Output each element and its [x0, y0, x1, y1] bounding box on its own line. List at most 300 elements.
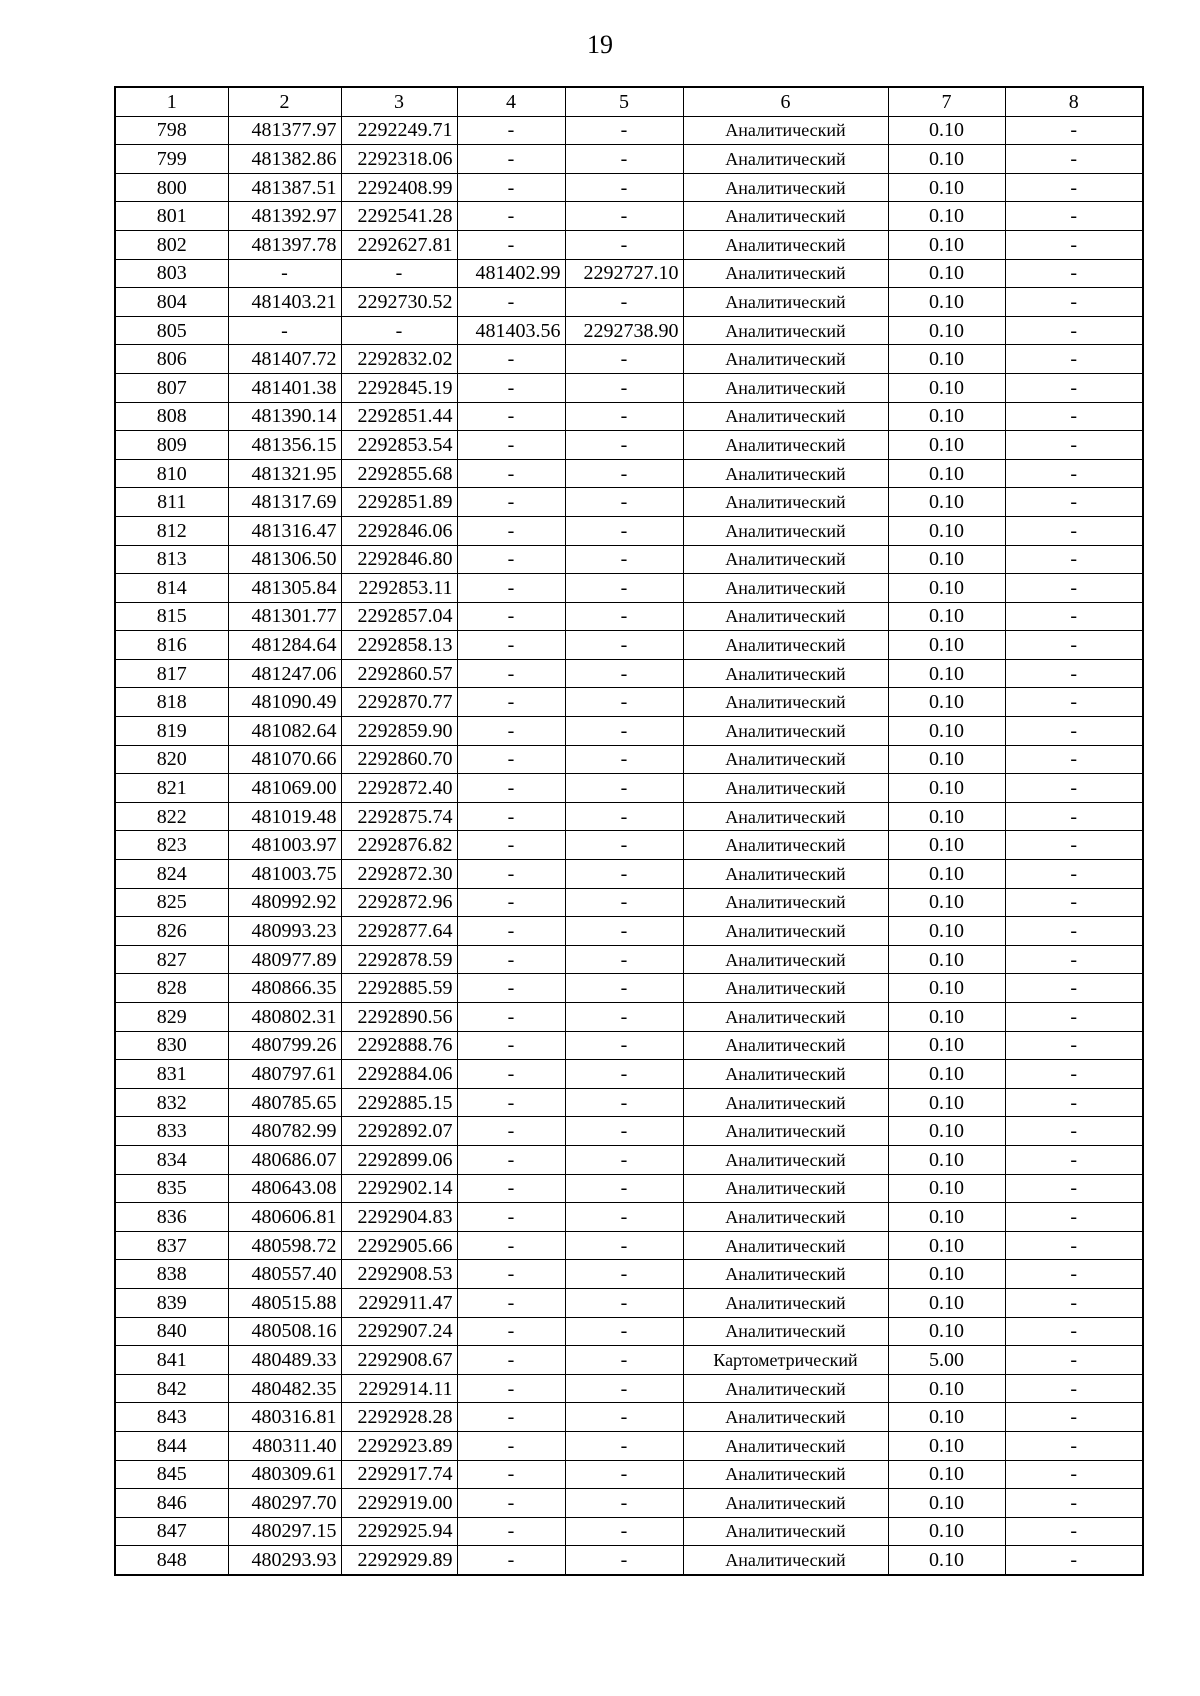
table-row: [115, 688, 1143, 717]
note-cell: -: [1005, 1431, 1143, 1460]
note-cell: -: [1005, 1145, 1143, 1174]
x-coordinate-cell: 481019.48: [228, 802, 341, 831]
x-coordinate-cell: 481284.64: [228, 631, 341, 660]
column-header: 6: [683, 87, 888, 116]
y-coordinate-alt-cell: -: [565, 1003, 683, 1032]
point-number-cell: 828: [115, 974, 228, 1003]
x-coordinate-alt-cell: -: [457, 659, 565, 688]
point-number-cell: 847: [115, 1517, 228, 1546]
note-cell: -: [1005, 802, 1143, 831]
accuracy-cell: 0.10: [888, 259, 1005, 288]
table-row: [115, 888, 1143, 917]
y-coordinate-alt-cell: -: [565, 1460, 683, 1489]
x-coordinate-cell: 481407.72: [228, 345, 341, 374]
note-cell: -: [1005, 1403, 1143, 1432]
page-number: 19: [587, 30, 613, 59]
point-number-cell: 836: [115, 1203, 228, 1232]
x-coordinate-alt-cell: -: [457, 288, 565, 317]
y-coordinate-cell: 2292858.13: [341, 631, 457, 660]
point-number-cell: 846: [115, 1489, 228, 1518]
x-coordinate-cell: 481305.84: [228, 574, 341, 603]
point-number-cell: 816: [115, 631, 228, 660]
method-cell: Аналитический: [683, 316, 888, 345]
point-number-cell: 848: [115, 1546, 228, 1575]
column-header: 7: [888, 87, 1005, 116]
table-row: [115, 974, 1143, 1003]
note-cell: -: [1005, 288, 1143, 317]
x-coordinate-cell: 481403.21: [228, 288, 341, 317]
x-coordinate-cell: 481003.97: [228, 831, 341, 860]
accuracy-cell: 0.10: [888, 316, 1005, 345]
method-cell: Аналитический: [683, 1317, 888, 1346]
point-number-cell: 820: [115, 745, 228, 774]
x-coordinate-alt-cell: -: [457, 1145, 565, 1174]
y-coordinate-alt-cell: -: [565, 659, 683, 688]
method-cell: Аналитический: [683, 974, 888, 1003]
x-coordinate-alt-cell: -: [457, 1003, 565, 1032]
method-cell: Аналитический: [683, 488, 888, 517]
x-coordinate-cell: 481316.47: [228, 516, 341, 545]
point-number-cell: 805: [115, 316, 228, 345]
note-cell: -: [1005, 1517, 1143, 1546]
x-coordinate-alt-cell: -: [457, 1031, 565, 1060]
x-coordinate-alt-cell: -: [457, 230, 565, 259]
x-coordinate-alt-cell: -: [457, 116, 565, 145]
x-coordinate-alt-cell: -: [457, 173, 565, 202]
y-coordinate-cell: 2292846.80: [341, 545, 457, 574]
point-number-cell: 798: [115, 116, 228, 145]
accuracy-cell: 0.10: [888, 745, 1005, 774]
y-coordinate-cell: 2292832.02: [341, 345, 457, 374]
method-cell: Аналитический: [683, 1060, 888, 1089]
y-coordinate-alt-cell: -: [565, 1231, 683, 1260]
method-cell: Аналитический: [683, 1288, 888, 1317]
note-cell: -: [1005, 145, 1143, 174]
accuracy-cell: 0.10: [888, 688, 1005, 717]
method-cell: Аналитический: [683, 1489, 888, 1518]
y-coordinate-alt-cell: -: [565, 116, 683, 145]
y-coordinate-alt-cell: -: [565, 717, 683, 746]
y-coordinate-alt-cell: -: [565, 345, 683, 374]
x-coordinate-cell: 480606.81: [228, 1203, 341, 1232]
point-number-cell: 824: [115, 860, 228, 889]
table-row: [115, 402, 1143, 431]
method-cell: Аналитический: [683, 116, 888, 145]
table-row: [115, 1231, 1143, 1260]
table-row: [115, 1174, 1143, 1203]
y-coordinate-cell: 2292907.24: [341, 1317, 457, 1346]
y-coordinate-cell: 2292899.06: [341, 1145, 457, 1174]
accuracy-cell: 0.10: [888, 1374, 1005, 1403]
x-coordinate-cell: 480515.88: [228, 1288, 341, 1317]
y-coordinate-cell: 2292845.19: [341, 373, 457, 402]
table-row: [115, 316, 1143, 345]
y-coordinate-cell: 2292885.15: [341, 1088, 457, 1117]
table-row: [115, 860, 1143, 889]
note-cell: -: [1005, 316, 1143, 345]
x-coordinate-alt-cell: -: [457, 373, 565, 402]
accuracy-cell: 0.10: [888, 116, 1005, 145]
point-number-cell: 819: [115, 717, 228, 746]
x-coordinate-alt-cell: -: [457, 717, 565, 746]
y-coordinate-cell: 2292885.59: [341, 974, 457, 1003]
y-coordinate-cell: 2292877.64: [341, 917, 457, 946]
x-coordinate-cell: 480557.40: [228, 1260, 341, 1289]
table-row: [115, 917, 1143, 946]
note-cell: -: [1005, 1031, 1143, 1060]
x-coordinate-alt-cell: 481402.99: [457, 259, 565, 288]
point-number-cell: 825: [115, 888, 228, 917]
point-number-cell: 803: [115, 259, 228, 288]
y-coordinate-cell: 2292902.14: [341, 1174, 457, 1203]
accuracy-cell: 0.10: [888, 1489, 1005, 1518]
x-coordinate-cell: 480293.93: [228, 1546, 341, 1575]
y-coordinate-cell: 2292890.56: [341, 1003, 457, 1032]
method-cell: Аналитический: [683, 373, 888, 402]
accuracy-cell: 0.10: [888, 831, 1005, 860]
table-body: [115, 116, 1143, 1575]
method-cell: Аналитический: [683, 1517, 888, 1546]
method-cell: Аналитический: [683, 1003, 888, 1032]
x-coordinate-cell: 480992.92: [228, 888, 341, 917]
table-row: [115, 602, 1143, 631]
note-cell: -: [1005, 1317, 1143, 1346]
y-coordinate-cell: 2292851.89: [341, 488, 457, 517]
y-coordinate-alt-cell: -: [565, 917, 683, 946]
x-coordinate-cell: 481306.50: [228, 545, 341, 574]
x-coordinate-cell: 480799.26: [228, 1031, 341, 1060]
y-coordinate-alt-cell: -: [565, 373, 683, 402]
x-coordinate-alt-cell: -: [457, 1174, 565, 1203]
accuracy-cell: 0.10: [888, 545, 1005, 574]
accuracy-cell: 0.10: [888, 173, 1005, 202]
method-cell: Аналитический: [683, 917, 888, 946]
table-row: [115, 288, 1143, 317]
accuracy-cell: 0.10: [888, 917, 1005, 946]
note-cell: -: [1005, 1231, 1143, 1260]
point-number-cell: 826: [115, 917, 228, 946]
y-coordinate-alt-cell: -: [565, 1145, 683, 1174]
x-coordinate-cell: 481401.38: [228, 373, 341, 402]
accuracy-cell: 0.10: [888, 145, 1005, 174]
point-number-cell: 840: [115, 1317, 228, 1346]
y-coordinate-cell: 2292914.11: [341, 1374, 457, 1403]
point-number-cell: 806: [115, 345, 228, 374]
x-coordinate-alt-cell: -: [457, 631, 565, 660]
y-coordinate-cell: 2292872.30: [341, 860, 457, 889]
x-coordinate-cell: 481387.51: [228, 173, 341, 202]
note-cell: -: [1005, 116, 1143, 145]
x-coordinate-alt-cell: -: [457, 545, 565, 574]
note-cell: -: [1005, 888, 1143, 917]
x-coordinate-cell: 481382.86: [228, 145, 341, 174]
table-row: [115, 173, 1143, 202]
y-coordinate-alt-cell: -: [565, 1117, 683, 1146]
table-row: [115, 516, 1143, 545]
accuracy-cell: 0.10: [888, 288, 1005, 317]
method-cell: Аналитический: [683, 602, 888, 631]
note-cell: -: [1005, 1374, 1143, 1403]
table-row: [115, 1031, 1143, 1060]
y-coordinate-cell: 2292892.07: [341, 1117, 457, 1146]
note-cell: -: [1005, 459, 1143, 488]
y-coordinate-alt-cell: -: [565, 802, 683, 831]
x-coordinate-cell: 480643.08: [228, 1174, 341, 1203]
point-number-cell: 811: [115, 488, 228, 517]
note-cell: -: [1005, 431, 1143, 460]
method-cell: Аналитический: [683, 831, 888, 860]
y-coordinate-cell: 2292904.83: [341, 1203, 457, 1232]
accuracy-cell: 0.10: [888, 488, 1005, 517]
y-coordinate-cell: 2292923.89: [341, 1431, 457, 1460]
x-coordinate-alt-cell: -: [457, 1403, 565, 1432]
method-cell: Аналитический: [683, 1145, 888, 1174]
method-cell: Аналитический: [683, 288, 888, 317]
y-coordinate-cell: 2292851.44: [341, 402, 457, 431]
method-cell: Аналитический: [683, 745, 888, 774]
method-cell: Аналитический: [683, 1203, 888, 1232]
x-coordinate-cell: 480309.61: [228, 1460, 341, 1489]
accuracy-cell: 0.10: [888, 402, 1005, 431]
y-coordinate-cell: 2292860.57: [341, 659, 457, 688]
x-coordinate-cell: 480802.31: [228, 1003, 341, 1032]
table-row: [115, 1374, 1143, 1403]
table-row: [115, 1431, 1143, 1460]
note-cell: -: [1005, 202, 1143, 231]
x-coordinate-alt-cell: -: [457, 774, 565, 803]
table-row: [115, 230, 1143, 259]
table-row: [115, 459, 1143, 488]
method-cell: Аналитический: [683, 1088, 888, 1117]
point-number-cell: 801: [115, 202, 228, 231]
y-coordinate-cell: 2292872.96: [341, 888, 457, 917]
accuracy-cell: 0.10: [888, 1145, 1005, 1174]
point-number-cell: 802: [115, 230, 228, 259]
note-cell: -: [1005, 974, 1143, 1003]
note-cell: -: [1005, 1174, 1143, 1203]
note-cell: -: [1005, 259, 1143, 288]
table-row: [115, 545, 1143, 574]
method-cell: Аналитический: [683, 402, 888, 431]
x-coordinate-cell: -: [228, 259, 341, 288]
x-coordinate-cell: 481301.77: [228, 602, 341, 631]
y-coordinate-cell: 2292872.40: [341, 774, 457, 803]
x-coordinate-alt-cell: -: [457, 1374, 565, 1403]
x-coordinate-alt-cell: -: [457, 1260, 565, 1289]
point-number-cell: 817: [115, 659, 228, 688]
x-coordinate-alt-cell: -: [457, 1288, 565, 1317]
point-number-cell: 814: [115, 574, 228, 603]
y-coordinate-alt-cell: -: [565, 1517, 683, 1546]
coordinates-table: [114, 86, 1144, 1576]
x-coordinate-alt-cell: -: [457, 145, 565, 174]
note-cell: -: [1005, 717, 1143, 746]
point-number-cell: 807: [115, 373, 228, 402]
y-coordinate-alt-cell: -: [565, 459, 683, 488]
table-row: [115, 145, 1143, 174]
accuracy-cell: 5.00: [888, 1346, 1005, 1375]
y-coordinate-alt-cell: -: [565, 602, 683, 631]
y-coordinate-cell: 2292627.81: [341, 230, 457, 259]
y-coordinate-alt-cell: -: [565, 545, 683, 574]
x-coordinate-cell: 481070.66: [228, 745, 341, 774]
x-coordinate-alt-cell: -: [457, 602, 565, 631]
point-number-cell: 821: [115, 774, 228, 803]
note-cell: -: [1005, 230, 1143, 259]
point-number-cell: 834: [115, 1145, 228, 1174]
point-number-cell: 831: [115, 1060, 228, 1089]
y-coordinate-alt-cell: -: [565, 1374, 683, 1403]
method-cell: Аналитический: [683, 888, 888, 917]
table-row: [115, 659, 1143, 688]
note-cell: -: [1005, 631, 1143, 660]
y-coordinate-cell: 2292730.52: [341, 288, 457, 317]
accuracy-cell: 0.10: [888, 1288, 1005, 1317]
point-number-cell: 829: [115, 1003, 228, 1032]
x-coordinate-cell: 480785.65: [228, 1088, 341, 1117]
column-header: 2: [228, 87, 341, 116]
y-coordinate-cell: 2292870.77: [341, 688, 457, 717]
y-coordinate-alt-cell: -: [565, 574, 683, 603]
y-coordinate-alt-cell: -: [565, 1174, 683, 1203]
y-coordinate-alt-cell: -: [565, 202, 683, 231]
y-coordinate-cell: 2292929.89: [341, 1546, 457, 1575]
x-coordinate-alt-cell: -: [457, 1060, 565, 1089]
x-coordinate-alt-cell: -: [457, 1231, 565, 1260]
y-coordinate-cell: 2292853.11: [341, 574, 457, 603]
y-coordinate-alt-cell: -: [565, 1260, 683, 1289]
accuracy-cell: 0.10: [888, 1060, 1005, 1089]
x-coordinate-cell: 481069.00: [228, 774, 341, 803]
method-cell: Аналитический: [683, 802, 888, 831]
y-coordinate-alt-cell: -: [565, 1546, 683, 1575]
table-row: [115, 1088, 1143, 1117]
x-coordinate-cell: 481090.49: [228, 688, 341, 717]
accuracy-cell: 0.10: [888, 1403, 1005, 1432]
table-row: [115, 1517, 1143, 1546]
point-number-cell: 827: [115, 945, 228, 974]
x-coordinate-cell: 480297.15: [228, 1517, 341, 1546]
x-coordinate-alt-cell: -: [457, 345, 565, 374]
note-cell: -: [1005, 774, 1143, 803]
point-number-cell: 833: [115, 1117, 228, 1146]
accuracy-cell: 0.10: [888, 431, 1005, 460]
method-cell: Аналитический: [683, 145, 888, 174]
note-cell: -: [1005, 917, 1143, 946]
table-row: [115, 1145, 1143, 1174]
y-coordinate-alt-cell: -: [565, 1403, 683, 1432]
point-number-cell: 835: [115, 1174, 228, 1203]
note-cell: -: [1005, 1088, 1143, 1117]
x-coordinate-cell: 481317.69: [228, 488, 341, 517]
table-row: [115, 1403, 1143, 1432]
y-coordinate-cell: -: [341, 259, 457, 288]
accuracy-cell: 0.10: [888, 1174, 1005, 1203]
y-coordinate-alt-cell: -: [565, 1031, 683, 1060]
accuracy-cell: 0.10: [888, 717, 1005, 746]
table-row: [115, 1260, 1143, 1289]
column-header: 5: [565, 87, 683, 116]
x-coordinate-cell: 480977.89: [228, 945, 341, 974]
x-coordinate-cell: 481356.15: [228, 431, 341, 460]
method-cell: Аналитический: [683, 345, 888, 374]
x-coordinate-cell: 480598.72: [228, 1231, 341, 1260]
table-row: [115, 1117, 1143, 1146]
x-coordinate-cell: 480297.70: [228, 1489, 341, 1518]
x-coordinate-cell: 480686.07: [228, 1145, 341, 1174]
y-coordinate-alt-cell: -: [565, 974, 683, 1003]
point-number-cell: 839: [115, 1288, 228, 1317]
x-coordinate-cell: 480797.61: [228, 1060, 341, 1089]
y-coordinate-cell: 2292249.71: [341, 116, 457, 145]
point-number-cell: 799: [115, 145, 228, 174]
method-cell: Аналитический: [683, 230, 888, 259]
method-cell: Аналитический: [683, 1460, 888, 1489]
point-number-cell: 800: [115, 173, 228, 202]
x-coordinate-alt-cell: -: [457, 745, 565, 774]
point-number-cell: 838: [115, 1260, 228, 1289]
accuracy-cell: 0.10: [888, 202, 1005, 231]
y-coordinate-cell: 2292925.94: [341, 1517, 457, 1546]
point-number-cell: 844: [115, 1431, 228, 1460]
accuracy-cell: 0.10: [888, 659, 1005, 688]
accuracy-cell: 0.10: [888, 574, 1005, 603]
method-cell: Аналитический: [683, 1231, 888, 1260]
accuracy-cell: 0.10: [888, 1260, 1005, 1289]
table-row: [115, 945, 1143, 974]
accuracy-cell: 0.10: [888, 888, 1005, 917]
x-coordinate-alt-cell: -: [457, 688, 565, 717]
y-coordinate-alt-cell: -: [565, 831, 683, 860]
y-coordinate-cell: 2292911.47: [341, 1288, 457, 1317]
y-coordinate-alt-cell: -: [565, 402, 683, 431]
table-row: [115, 431, 1143, 460]
x-coordinate-alt-cell: -: [457, 945, 565, 974]
x-coordinate-alt-cell: -: [457, 1203, 565, 1232]
table-row: [115, 1346, 1143, 1375]
x-coordinate-alt-cell: -: [457, 202, 565, 231]
point-number-cell: 843: [115, 1403, 228, 1432]
point-number-cell: 832: [115, 1088, 228, 1117]
y-coordinate-alt-cell: -: [565, 1346, 683, 1375]
table-row: [115, 373, 1143, 402]
accuracy-cell: 0.10: [888, 802, 1005, 831]
x-coordinate-cell: 480508.16: [228, 1317, 341, 1346]
accuracy-cell: 0.10: [888, 1117, 1005, 1146]
x-coordinate-alt-cell: -: [457, 802, 565, 831]
note-cell: -: [1005, 688, 1143, 717]
note-cell: -: [1005, 1346, 1143, 1375]
table-row: [115, 116, 1143, 145]
x-coordinate-cell: -: [228, 316, 341, 345]
table-row: [115, 488, 1143, 517]
note-cell: -: [1005, 402, 1143, 431]
y-coordinate-alt-cell: 2292727.10: [565, 259, 683, 288]
note-cell: -: [1005, 574, 1143, 603]
method-cell: Аналитический: [683, 1174, 888, 1203]
y-coordinate-alt-cell: 2292738.90: [565, 316, 683, 345]
y-coordinate-cell: 2292908.53: [341, 1260, 457, 1289]
y-coordinate-cell: 2292318.06: [341, 145, 457, 174]
column-header: 8: [1005, 87, 1143, 116]
note-cell: -: [1005, 373, 1143, 402]
table-row: [115, 259, 1143, 288]
method-cell: Аналитический: [683, 1117, 888, 1146]
table-row: [115, 631, 1143, 660]
method-cell: Аналитический: [683, 516, 888, 545]
y-coordinate-alt-cell: -: [565, 774, 683, 803]
note-cell: -: [1005, 545, 1143, 574]
